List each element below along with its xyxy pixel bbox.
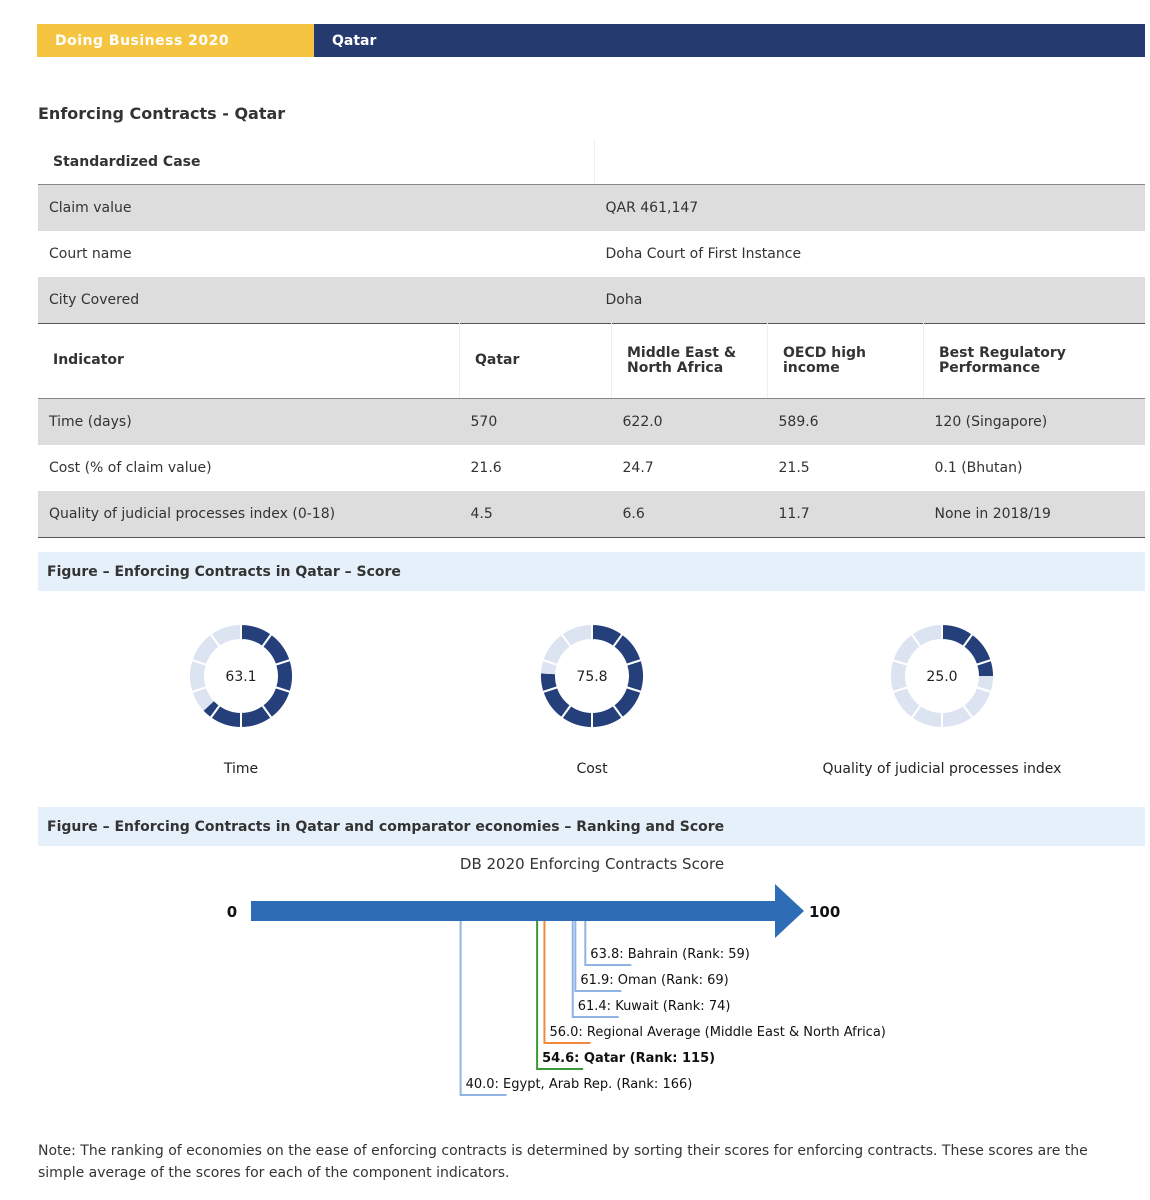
donut-value: 75.8 — [576, 669, 608, 685]
qatar-value: 4.5 — [460, 491, 612, 538]
scale-entry-label: 56.0: Regional Average (Middle East & North Africa) — [549, 1025, 886, 1040]
oecd-value: 589.6 — [768, 399, 924, 446]
scale-min-label: 0 — [226, 903, 238, 921]
qatar-value: 21.6 — [470, 460, 502, 476]
mena-value: 6.6 — [612, 491, 768, 538]
scale-entry — [537, 921, 715, 1069]
footnote: Note: The ranking of economies on the ease of enforcing contracts is determined by sorting their scores for enforcing contracts. These scores are the simple average of the scores for each of the component indicators. — [38, 1143, 1088, 1181]
case-value: Doha — [595, 277, 1146, 324]
best-value: 0.1 (Bhutan) — [934, 460, 1023, 476]
scale-arrow — [251, 884, 804, 938]
scale-entry — [585, 921, 750, 965]
case-field: Court name — [49, 246, 132, 262]
scale-entry — [573, 921, 731, 1017]
donut-value: 25.0 — [926, 669, 958, 685]
case-value: QAR 461,147 — [595, 185, 1146, 232]
indicator-name: Quality of judicial processes index (0-18) — [38, 491, 460, 538]
best-value: None in 2018/19 — [924, 491, 1146, 538]
oecd-value: 11.7 — [768, 491, 924, 538]
donut-label-time: Time — [223, 761, 259, 777]
best-performance-header: Best Regulatory Performance — [924, 323, 1146, 399]
indicator-name: Cost (% of claim value) — [49, 460, 212, 476]
donut-value: 63.1 — [225, 669, 257, 685]
scale-leader-line — [461, 921, 507, 1095]
scale-max-label: 100 — [809, 903, 841, 921]
scale-entry-label: 61.4: Kuwait (Rank: 74) — [577, 999, 731, 1014]
figure-ranking-title: Figure – Enforcing Contracts in Qatar and comparator economies – Ranking and Score — [38, 807, 1145, 846]
oecd-value: 21.5 — [778, 460, 810, 476]
economy-name: Qatar — [314, 24, 1145, 57]
figure-score-title: Figure – Enforcing Contracts in Qatar – Score — [38, 552, 1145, 591]
donut-label-cost: Cost — [576, 761, 608, 777]
case-field: Claim value — [38, 185, 595, 232]
section-title: Enforcing Contracts - Qatar — [38, 104, 286, 123]
mena-value: 24.7 — [622, 460, 654, 476]
mena-header: Middle East & North Africa — [612, 323, 768, 399]
case-field: City Covered — [38, 277, 595, 324]
case-header: Standardized Case — [38, 140, 595, 185]
scale-entry-label: 63.8: Bahrain (Rank: 59) — [590, 947, 750, 962]
qatar-header: Qatar — [460, 323, 612, 399]
indicator-header: Indicator — [38, 323, 460, 399]
mena-value: 622.0 — [612, 399, 768, 446]
best-value: 120 (Singapore) — [924, 399, 1146, 446]
scale-entry-label: 54.6: Qatar (Rank: 115) — [542, 1051, 716, 1066]
donut-label-quality: Quality of judicial processes index — [822, 761, 1062, 777]
qatar-value: 570 — [460, 399, 612, 446]
indicator-name: Time (days) — [38, 399, 460, 446]
report-title: Doing Business 2020 — [37, 24, 314, 57]
scale-chart-title: DB 2020 Enforcing Contracts Score — [459, 855, 725, 873]
scale-entry-label: 40.0: Egypt, Arab Rep. (Rank: 166) — [465, 1077, 693, 1092]
scale-entry-label: 61.9: Oman (Rank: 69) — [580, 973, 729, 988]
case-value: Doha Court of First Instance — [605, 246, 802, 262]
oecd-header: OECD high income — [768, 323, 924, 399]
